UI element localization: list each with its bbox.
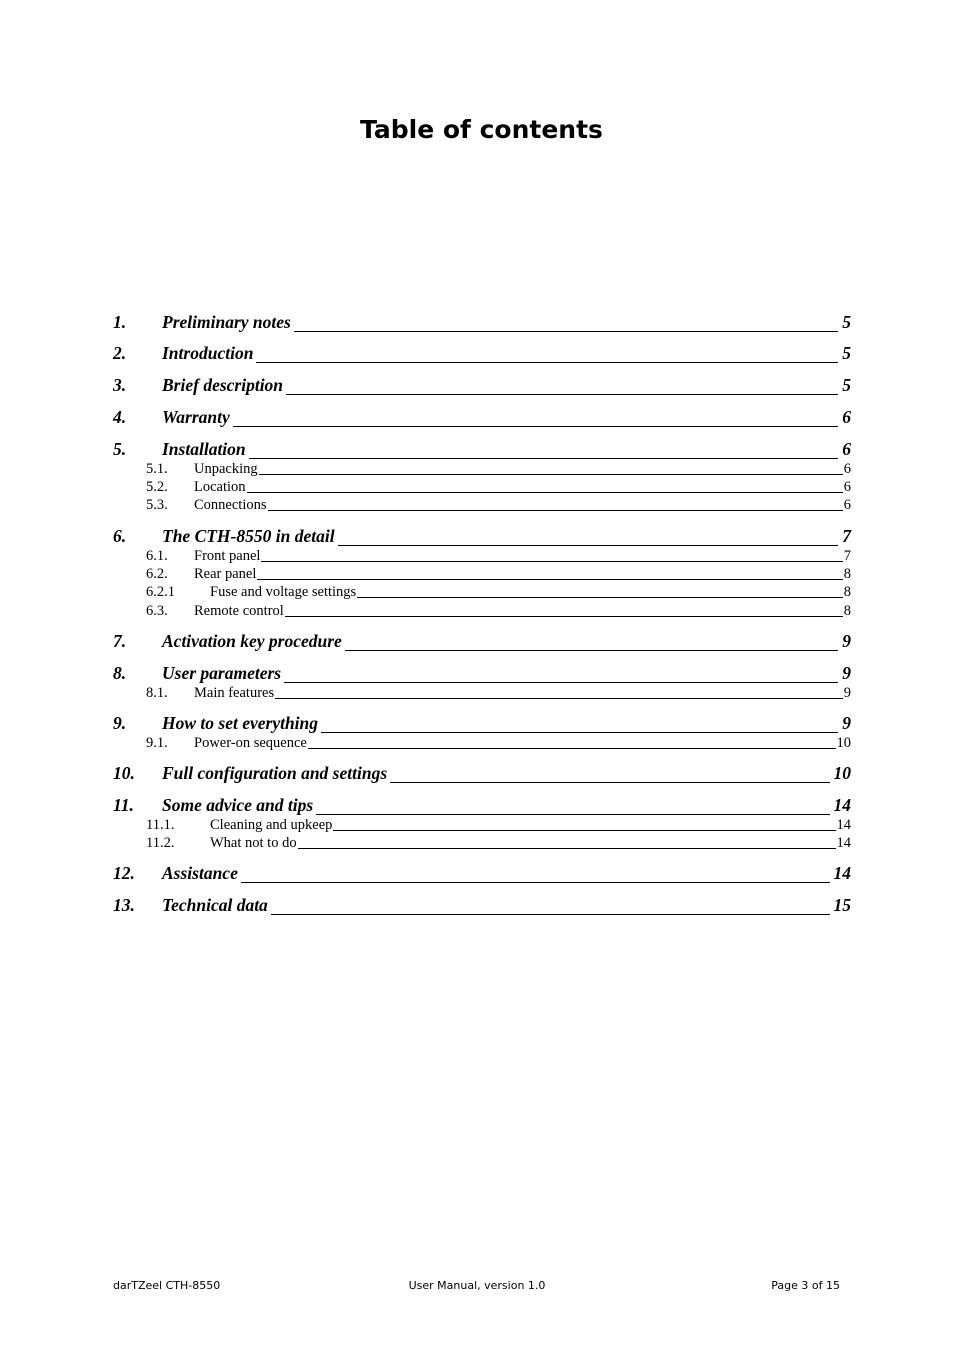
- page-title: Table of contents: [360, 115, 603, 144]
- toc-entry-number: 5.: [113, 439, 127, 459]
- toc-leader-line: [343, 629, 841, 655]
- toc-entry-title: Activation key procedure: [162, 631, 342, 651]
- toc-leader-line: [261, 548, 842, 566]
- toc-entry-number: 7.: [113, 631, 127, 651]
- toc-leader-line: [292, 310, 841, 336]
- toc-leader-line: [275, 685, 843, 703]
- toc-entry[interactable]: [113, 373, 851, 399]
- toc-entry-title: Assistance: [162, 863, 238, 883]
- toc-entry-title: User parameters: [162, 663, 282, 683]
- toc-entry-title: Introduction: [162, 343, 254, 363]
- toc-entry-page: 8: [843, 603, 851, 619]
- toc-leader-line: [333, 817, 835, 835]
- toc-entry[interactable]: [146, 835, 851, 853]
- toc-entry-title: Connections: [194, 497, 267, 513]
- toc-entry[interactable]: [146, 603, 851, 621]
- toc-leader-line: [284, 373, 841, 399]
- toc-entry-number: 9.1.: [146, 735, 168, 751]
- toc-entry-number: 3.: [113, 375, 127, 395]
- toc-entry-page: 5: [842, 343, 851, 363]
- toc-entry-title: Rear panel: [194, 566, 257, 582]
- toc-entry-title: Cleaning and upkeep: [210, 817, 333, 833]
- toc-entry-page: 6: [843, 497, 851, 513]
- toc-entry-page: 6: [842, 439, 851, 459]
- toc-entry-page: 9: [843, 685, 851, 701]
- toc-entry-number: 1.: [113, 312, 127, 332]
- toc-entry-title: Some advice and tips: [162, 795, 314, 815]
- toc-entry[interactable]: [113, 437, 851, 463]
- toc-entry[interactable]: [113, 629, 851, 655]
- toc-entry-number: 6.1.: [146, 548, 168, 564]
- toc-entry-number: 2.: [113, 343, 127, 363]
- toc-entry[interactable]: [113, 524, 851, 550]
- toc-entry[interactable]: [113, 405, 851, 431]
- toc-entry-number: 6.2.: [146, 566, 168, 582]
- toc-entry-number: 11.1.: [146, 817, 175, 833]
- toc-entry-number: 9.: [113, 713, 127, 733]
- toc-leader-line: [285, 603, 843, 621]
- toc-leader-line: [282, 661, 841, 687]
- toc-leader-line: [336, 524, 842, 550]
- toc-entry-page: 7: [842, 526, 851, 546]
- toc-entry[interactable]: [146, 548, 851, 566]
- toc-entry-page: 9: [842, 663, 851, 683]
- toc-entry-title: Remote control: [194, 603, 284, 619]
- toc-leader-line: [231, 405, 842, 431]
- toc-entry-page: 7: [843, 548, 851, 564]
- toc-entry[interactable]: [146, 461, 851, 479]
- toc-entry-number: 8.1.: [146, 685, 168, 701]
- toc-entry[interactable]: [146, 479, 851, 497]
- toc-entry-page: 6: [842, 407, 851, 427]
- toc-entry-page: 14: [833, 795, 851, 815]
- toc-entry-title: Front panel: [194, 548, 261, 564]
- toc-entry-number: 10.: [113, 763, 135, 783]
- footer-page-number: Page 3 of 15: [771, 1279, 840, 1292]
- toc-entry-number: 5.2.: [146, 479, 168, 495]
- footer-product: darTZeel CTH-8550: [113, 1279, 221, 1292]
- toc-entry[interactable]: [146, 584, 851, 602]
- toc-entry-number: 11.2.: [146, 835, 175, 851]
- toc-entry-title: Unpacking: [194, 461, 258, 477]
- toc-entry-title: Preliminary notes: [162, 312, 291, 332]
- toc-entry-page: 8: [843, 584, 851, 600]
- toc-leader-line: [259, 461, 843, 479]
- toc-entry-title: Fuse and voltage settings: [210, 584, 357, 600]
- toc-entry-title: Main features: [194, 685, 275, 701]
- toc-leader-line: [308, 735, 836, 753]
- toc-entry-number: 6.: [113, 526, 127, 546]
- toc-entry-title: Technical data: [162, 895, 268, 915]
- toc-entry-number: 4.: [113, 407, 127, 427]
- toc-entry-page: 9: [842, 713, 851, 733]
- toc-entry-title: How to set everything: [162, 713, 319, 733]
- toc-leader-line: [269, 893, 833, 919]
- toc-entry[interactable]: [146, 497, 851, 515]
- toc-leader-line: [247, 479, 843, 497]
- toc-entry[interactable]: [113, 893, 851, 919]
- toc-leader-line: [319, 711, 841, 737]
- toc-entry-number: 12.: [113, 863, 135, 883]
- toc-entry[interactable]: [113, 711, 851, 737]
- toc-entry-page: 6: [843, 479, 851, 495]
- toc-entry-number: 6.3.: [146, 603, 168, 619]
- toc-entry-title: Warranty: [162, 407, 230, 427]
- toc-entry-number: 5.3.: [146, 497, 168, 513]
- toc-entry-title: The CTH-8550 in detail: [162, 526, 335, 546]
- toc-entry-title: Power-on sequence: [194, 735, 307, 751]
- toc-entry[interactable]: [113, 861, 851, 887]
- toc-entry[interactable]: [146, 566, 851, 584]
- toc-entry-title: Brief description: [162, 375, 284, 395]
- toc-leader-line: [257, 566, 842, 584]
- toc-entry[interactable]: [113, 341, 851, 367]
- toc-entry[interactable]: [113, 661, 851, 687]
- toc-entry-page: 5: [842, 312, 851, 332]
- toc-entry[interactable]: [146, 685, 851, 703]
- toc-entry-page: 14: [836, 835, 851, 851]
- toc-entry-title: Full configuration and settings: [162, 763, 388, 783]
- toc-leader-line: [314, 793, 832, 819]
- toc-leader-line: [357, 584, 843, 602]
- toc-entry-number: 8.: [113, 663, 127, 683]
- toc-entry-number: 6.2.1: [146, 584, 175, 600]
- toc-leader-line: [268, 497, 843, 515]
- toc-entry[interactable]: [113, 761, 851, 787]
- toc-entry-page: 14: [833, 863, 851, 883]
- toc-entry[interactable]: [113, 310, 851, 336]
- toc-entry-page: 15: [833, 895, 851, 915]
- toc-entry[interactable]: [146, 817, 851, 835]
- toc-entry-page: 10: [833, 763, 851, 783]
- footer-manual-version: User Manual, version 1.0: [408, 1279, 546, 1292]
- toc-leader-line: [298, 835, 836, 853]
- toc-entry-page: 14: [836, 817, 851, 833]
- toc-entry-page: 9: [842, 631, 851, 651]
- toc-entry-number: 13.: [113, 895, 135, 915]
- toc-entry[interactable]: [113, 793, 851, 819]
- toc-entry-title: What not to do: [210, 835, 297, 851]
- toc-entry-page: 6: [843, 461, 851, 477]
- toc-entry-title: Installation: [162, 439, 246, 459]
- toc-leader-line: [247, 437, 842, 463]
- toc-entry-page: 8: [843, 566, 851, 582]
- toc-leader-line: [254, 341, 841, 367]
- toc-entry-number: 5.1.: [146, 461, 168, 477]
- toc-entry[interactable]: [146, 735, 851, 753]
- toc-entry-page: 5: [842, 375, 851, 395]
- toc-leader-line: [239, 861, 833, 887]
- toc-entry-page: 10: [836, 735, 851, 751]
- toc-entry-title: Location: [194, 479, 246, 495]
- toc-leader-line: [388, 761, 832, 787]
- toc-entry-number: 11.: [113, 795, 134, 815]
